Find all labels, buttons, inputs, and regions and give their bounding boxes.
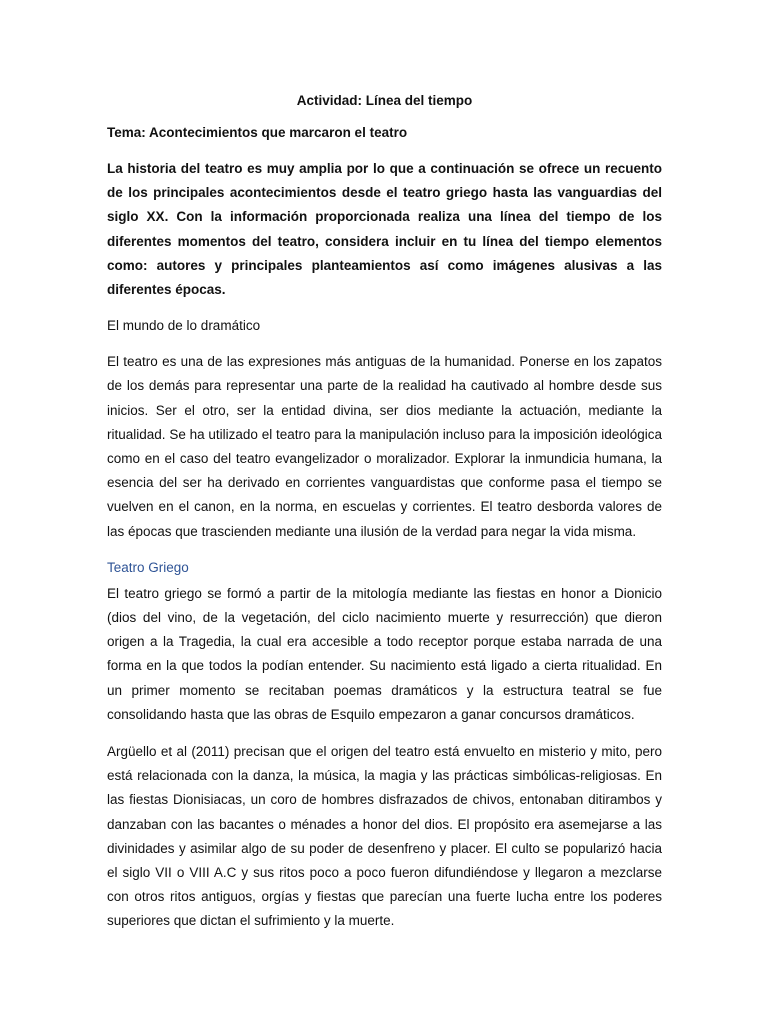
- paragraph-mundo-dramatico: El teatro es una de las expresiones más antiguas de la humanidad. Ponerse en los zapatos de los demás para representar una parte de la realidad ha cautivado al hombre desde sus inicios. Ser el otro, ser la entidad divina, ser dios mediante la actuación, mediante la ritualidad. Se ha utilizado el teatro para la manipulación incluso para la imposición ideológica como en el caso del teatro evangelizador o moralizador. Explorar la inmundicia humana, la esencia del ser ha derivado en corrientes vanguardistas que conforme pasa el tiempo se vuelven en el canon, en la norma, en escuelas y corrientes. El teatro desborda valores de las épocas que trascienden mediante una ilusión de la verdad para negar la vida misma.: [107, 354, 662, 539]
- topic-line: Tema: Acontecimientos que marcaron el teatro: [107, 125, 408, 140]
- paragraph-teatro-griego-1: El teatro griego se formó a partir de la mitología mediante las fiestas en honor a Dionicio (dios del vino, de la vegetación, del ciclo nacimiento muerte y resurrección) que dieron origen a la Tragedia, la cual era accesible a todo receptor porque estaba narrada de una forma en la que todos la podían entender. Su nacimiento está ligado a cierta ritualidad. En un primer momento se recitaban poemas dramáticos y la estructura teatral se fue consolidando hasta que las obras de Esquilo empezaron a ganar concursos dramáticos.: [107, 585, 662, 722]
- paragraph-teatro-griego-2: Argüello et al (2011) precisan que el origen del teatro está envuelto en misterio y mito, pero está relacionada con la danza, la música, la magia y las prácticas simbólicas-religiosas. En las fiestas Dionisiacas, un coro de hombres disfrazados de chivos, entonaban ditirambos y danzaban con las bacantes o ménades a honor del dios. El propósito era asemejarse a las divinidades y asimilar algo de su poder de desenfreno y placer. El culto se popularizó hacia el siglo VII o VIII A.C y sus ritos poco a poco fueron difundiéndose y llegaron a mezclarse con otros ritos antiguos, orgías y fiestas que parecían una fuerte lucha entre los poderes superiores que dictan el sufrimiento y la muerte.: [107, 744, 662, 929]
- section-heading-teatro-griego: Teatro Griego: [107, 559, 189, 575]
- intro-paragraph: La historia del teatro es muy amplia por lo que a continuación se ofrece un recuento de los principales acontecimientos desde el teatro griego hasta las vanguardias del siglo XX. Con la información proporcionada realiza una línea del tiempo de los diferentes momentos del teatro, considera incluir en tu línea del tiempo elementos como: autores y principales planteamientos así como imágenes alusivas a las diferentes épocas.: [107, 161, 662, 298]
- section-heading-mundo-dramatico: El mundo de lo dramático: [107, 318, 261, 334]
- document-content: [107, 90, 662, 947]
- document-title: Actividad: Línea del tiempo: [296, 93, 473, 108]
